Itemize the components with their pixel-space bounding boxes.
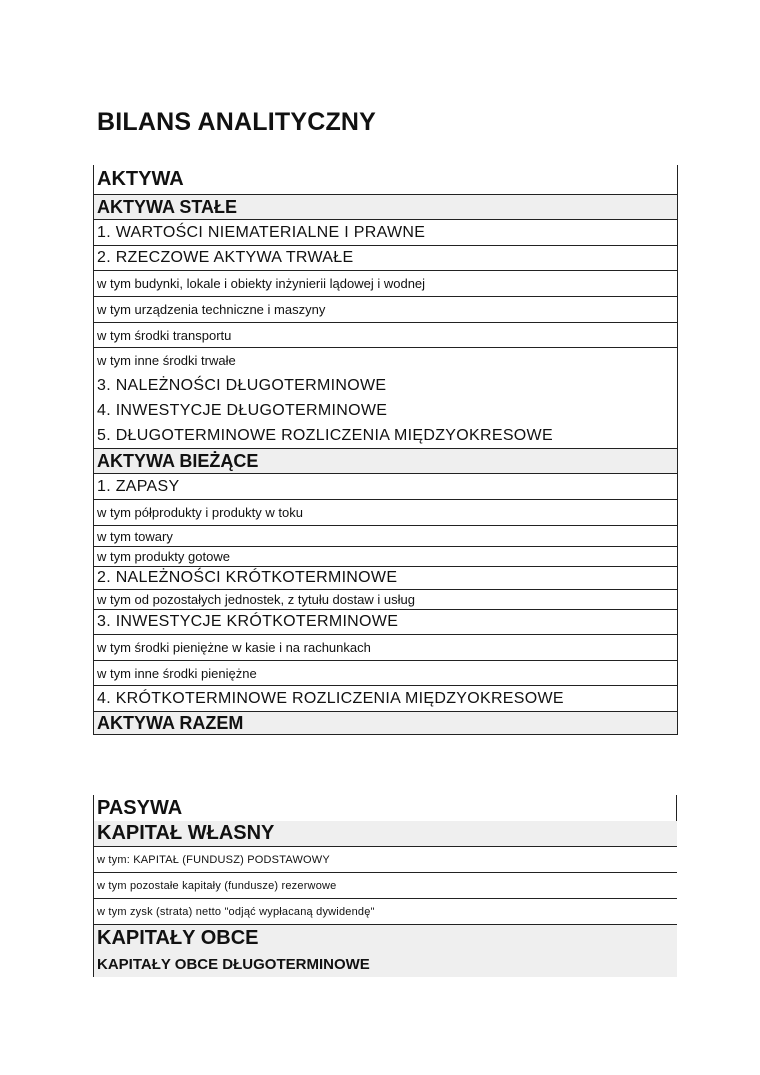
pasywa-header: PASYWA bbox=[94, 795, 677, 821]
aktywa-stale-item: 4. INWESTYCJE DŁUGOTERMINOWE bbox=[97, 401, 388, 419]
document-title: BILANS ANALITYCZNY bbox=[97, 108, 377, 136]
kapital-wlasny-item: w tym: KAPITAŁ (FUNDUSZ) PODSTAWOWY bbox=[94, 847, 677, 873]
aktywa-biezace-item: w tym inne środki pieniężne bbox=[94, 661, 677, 686]
aktywa-stale-item: 1. WARTOŚCI NIEMATERIALNE I PRAWNE bbox=[94, 220, 677, 246]
aktywa-stale-item: w tym budynki, lokale i obiekty inżynierii lądowej i wodnej bbox=[94, 271, 677, 297]
aktywa-table bbox=[93, 165, 678, 735]
aktywa-biezace-item: w tym środki pieniężne w kasie i na rachunkach bbox=[94, 635, 677, 661]
pasywa-table bbox=[93, 795, 677, 977]
aktywa-biezace-item: 2. NALEŻNOŚCI KRÓTKOTERMINOWE bbox=[94, 567, 677, 590]
aktywa-biezace-item: w tym produkty gotowe bbox=[94, 547, 677, 567]
kapitaly-obce-header: KAPITAŁY OBCE bbox=[94, 925, 677, 951]
aktywa-stale-item: w tym środki transportu bbox=[94, 323, 677, 348]
aktywa-stale-header: AKTYWA STAŁE bbox=[94, 195, 677, 220]
aktywa-biezace-item: w tym towary bbox=[94, 526, 677, 547]
kapital-wlasny-item: w tym pozostałe kapitały (fundusze) rezerwowe bbox=[94, 873, 677, 899]
kapital-wlasny-item: w tym zysk (strata) netto "odjąć wypłacaną dywidendę" bbox=[94, 899, 677, 925]
aktywa-biezace-item: w tym półprodukty i produkty w toku bbox=[94, 500, 677, 526]
aktywa-biezace-header: AKTYWA BIEŻĄCE bbox=[94, 449, 677, 474]
aktywa-biezace-item: 4. KRÓTKOTERMINOWE ROZLICZENIA MIĘDZYOKRESOWE bbox=[94, 686, 677, 712]
aktywa-stale-item: w tym urządzenia techniczne i maszyny bbox=[94, 297, 677, 323]
aktywa-stale-item: w tym inne środki trwałe bbox=[97, 353, 236, 368]
kapital-wlasny-header: KAPITAŁ WŁASNY bbox=[94, 821, 677, 847]
aktywa-stale-item: 5. DŁUGOTERMINOWE ROZLICZENIA MIĘDZYOKRESOWE bbox=[94, 423, 677, 449]
aktywa-stale-item: 2. RZECZOWE AKTYWA TRWAŁE bbox=[94, 246, 677, 271]
aktywa-biezace-item: 1. ZAPASY bbox=[94, 474, 677, 500]
aktywa-header: AKTYWA bbox=[94, 165, 677, 195]
aktywa-razem: AKTYWA RAZEM bbox=[94, 712, 677, 734]
kapitaly-obce-dlugoterminowe-header: KAPITAŁY OBCE DŁUGOTERMINOWE bbox=[94, 951, 677, 977]
aktywa-stale-item: 3. NALEŻNOŚCI DŁUGOTERMINOWE bbox=[97, 376, 387, 394]
aktywa-biezace-item: 3. INWESTYCJE KRÓTKOTERMINOWE bbox=[94, 610, 677, 635]
aktywa-biezace-item: w tym od pozostałych jednostek, z tytułu dostaw i usług bbox=[94, 590, 677, 610]
